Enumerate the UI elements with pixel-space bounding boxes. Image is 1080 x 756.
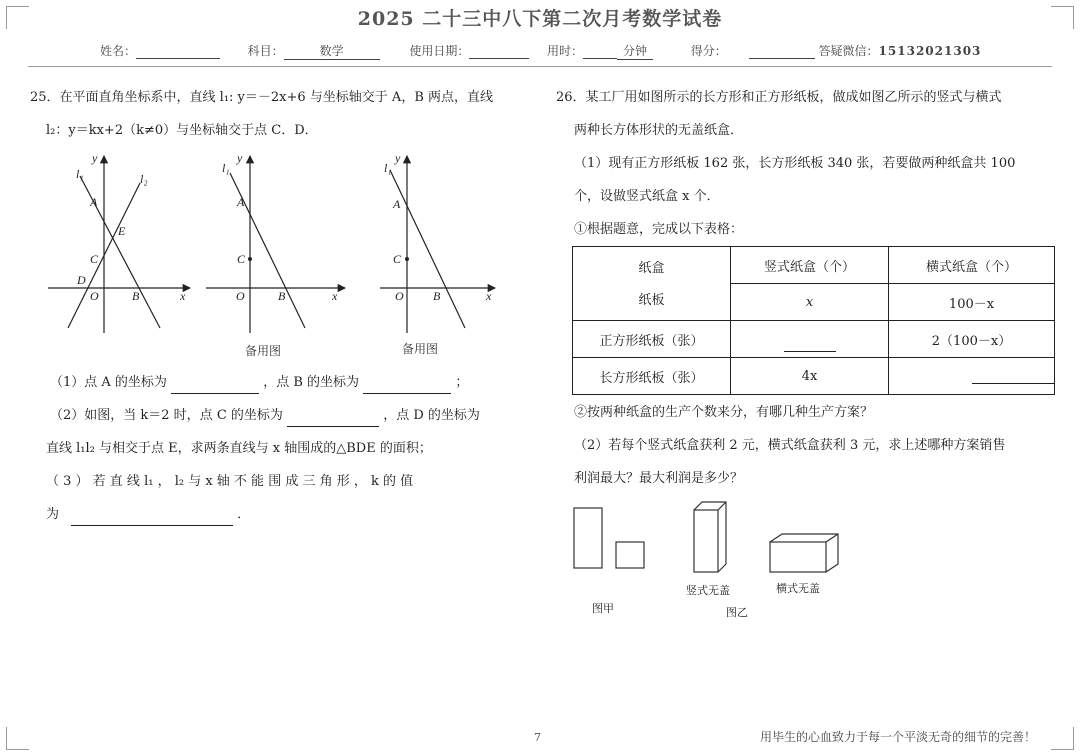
q26-line2: 两种长方体形状的无盖纸盒． xyxy=(574,123,744,138)
time-label: 用时： xyxy=(547,44,584,58)
q25-part3-text-a: 为 xyxy=(46,507,60,522)
time-unit: 分钟 xyxy=(617,42,653,60)
q25-answer-k-blank[interactable] xyxy=(71,505,233,526)
q26-rect-board xyxy=(574,508,602,568)
header-divider xyxy=(28,66,1052,67)
q25-line2: l₂：y＝kx+2（k≠0）与坐标轴交于点 C．D． xyxy=(46,123,318,138)
q25-part3-line2 xyxy=(46,505,250,526)
q25-fig3-A: A xyxy=(393,197,401,211)
q25-part1 xyxy=(50,373,468,394)
time-field[interactable] xyxy=(583,44,617,59)
q26-table xyxy=(572,246,1055,395)
q26-vertical-box xyxy=(694,502,726,572)
date-label: 使用日期： xyxy=(409,44,470,58)
q25-answer-C-blank[interactable] xyxy=(287,406,379,427)
q25-fig2-C: C xyxy=(237,252,246,266)
footer-motto: 用毕生的心血致力于每一个平淡无奇的细节的完善！ xyxy=(760,730,1037,744)
q25-fig1-l2: l₂ xyxy=(140,172,148,186)
corner-mark-bottom-left xyxy=(6,727,29,750)
q25-fig2-l1: l₁ xyxy=(222,161,230,175)
q25-fig2-y: y xyxy=(237,151,243,165)
q25-fig3-l1: l₁ xyxy=(384,161,392,175)
q25-part2-text-a: （2）如图，当 k＝2 时，点 C 的坐标为 xyxy=(50,408,283,423)
exam-info-bar xyxy=(100,42,981,60)
q26-line7: （2）若每个竖式纸盒获利 2 元，横式纸盒获利 3 元，求上述哪种方案销售 xyxy=(574,438,1006,453)
q25-line1: 25．在平面直角坐标系中，直线 l₁: y＝－2x+6 与坐标轴交于 A，B 两点，直线 xyxy=(30,90,494,105)
q25-figure-2 xyxy=(206,156,345,333)
q26-table-square-horizontal: 2（100－x） xyxy=(889,321,1055,358)
q25-fig2-point-C xyxy=(248,257,252,261)
q26-table-vertical-count: x xyxy=(731,284,889,321)
q25-part1-text-a: （1）点 A 的坐标为 xyxy=(50,375,167,390)
q25-fig1-y: y xyxy=(92,151,98,165)
q26-line5: ①根据题意，完成以下表格： xyxy=(574,222,744,237)
name-label: 姓名： xyxy=(100,44,137,58)
subject-label: 科目： xyxy=(247,44,284,58)
q25-fig3-line-l1 xyxy=(390,170,465,328)
q25-fig2-origin: O xyxy=(236,289,245,303)
q26-line4: 个，设做竖式纸盒 x 个． xyxy=(574,189,720,204)
q26-fig-yi-label: 图乙 xyxy=(726,607,748,619)
q25-fig1-B: B xyxy=(132,289,140,303)
q25-fig1-A: A xyxy=(90,195,98,209)
q26-table-col-horizontal: 横式纸盒（个） xyxy=(889,247,1055,284)
q26-table-col-vertical: 竖式纸盒（个） xyxy=(731,247,889,284)
q26-fig-jia-label: 图甲 xyxy=(592,603,614,615)
q25-part2-line2: 直线 l₁l₂ 与相交于点 E，求两条直线与 x 轴围成的△BDE 的面积； xyxy=(46,441,432,456)
q25-part1-text-c: ； xyxy=(455,375,469,390)
q25-fig3-caption: 备用图 xyxy=(402,342,439,356)
q26-fig-horizontal-label: 横式无盖 xyxy=(776,583,820,595)
score-label: 得分： xyxy=(690,44,727,58)
q26-figures xyxy=(566,496,846,626)
q26-line1: 26．某工厂用如图所示的长方形和正方形纸板，做成如图乙所示的竖式与横式 xyxy=(556,90,1002,105)
q25-fig2-x: x xyxy=(332,289,338,303)
q25-part2-text-b: ，点 D 的坐标为 xyxy=(383,408,480,423)
q25-fig2-A: A xyxy=(237,195,245,209)
q25-answer-B-blank[interactable] xyxy=(363,373,451,394)
q26-table-square-vertical-blank[interactable] xyxy=(731,321,889,358)
wechat-value: 15132021303 xyxy=(878,44,982,58)
q25-fig3-B: B xyxy=(433,289,441,303)
q26-line8: 利润最大？最大利润是多少？ xyxy=(574,471,744,486)
q25-fig1-l1: l₁ xyxy=(76,167,84,181)
q25-fig3-origin: O xyxy=(395,289,404,303)
q25-part2 xyxy=(50,406,480,427)
q26-table-horizontal-count: 100－x xyxy=(889,284,1055,321)
q26-horizontal-box xyxy=(770,534,838,572)
q25-fig3-C: C xyxy=(393,252,402,266)
q25-fig3-y: y xyxy=(395,151,401,165)
page-title: 2025 二十三中八下第二次月考数学试卷 xyxy=(357,8,723,30)
q26-table-corner-top: 纸盒 xyxy=(638,261,665,276)
q25-fig3-x: x xyxy=(486,289,492,303)
corner-mark-bottom-right xyxy=(1051,727,1074,750)
q25-fig2-caption: 备用图 xyxy=(245,344,282,358)
q25-fig1-origin: O xyxy=(90,289,99,303)
name-field[interactable] xyxy=(136,44,220,59)
q25-answer-A-blank[interactable] xyxy=(171,373,259,394)
q26-table-rect-vertical: 4x xyxy=(731,358,889,395)
q25-fig3-point-C xyxy=(405,257,409,261)
q25-fig2-B: B xyxy=(278,289,286,303)
score-field[interactable] xyxy=(749,44,815,59)
q25-figure-3 xyxy=(380,156,495,333)
q25-figure-1 xyxy=(48,156,190,333)
q26-table-row-rect: 长方形纸板（张） xyxy=(573,358,731,395)
q26-fig-vertical-label: 竖式无盖 xyxy=(686,585,730,597)
wechat-label: 答疑微信： xyxy=(818,44,879,58)
q25-figures xyxy=(40,148,510,363)
page-number: 7 xyxy=(534,731,541,744)
subject-field: 数学 xyxy=(284,42,380,60)
q25-fig1-C: C xyxy=(90,252,99,266)
q26-table-row-square: 正方形纸板（张） xyxy=(573,321,731,358)
q25-part3-line1: （ 3 ） 若 直 线 l₁ ， l₂ 与 x 轴 不 能 围 成 三 角 形 ， k 的 值 xyxy=(46,474,414,489)
q26-table-corner-bottom: 纸板 xyxy=(638,293,665,308)
q25-fig1-x: x xyxy=(180,289,186,303)
date-field[interactable] xyxy=(469,44,529,59)
q25-part1-text-b: ，点 B 的坐标为 xyxy=(263,375,360,390)
q26-square-board xyxy=(616,542,644,568)
q26-table-corner xyxy=(573,247,731,321)
q26-table-rect-horizontal-blank[interactable] xyxy=(889,358,1055,395)
q26-line6: ②按两种纸盒的生产个数来分，有哪几种生产方案？ xyxy=(574,405,874,420)
q25-fig1-E: E xyxy=(118,224,126,238)
q26-line3: （1）现有正方形纸板 162 张，长方形纸板 340 张，若要做两种纸盒共 100 xyxy=(574,156,1016,171)
q25-fig1-D: D xyxy=(77,273,86,287)
q25-part3-text-b: ． xyxy=(237,507,251,522)
